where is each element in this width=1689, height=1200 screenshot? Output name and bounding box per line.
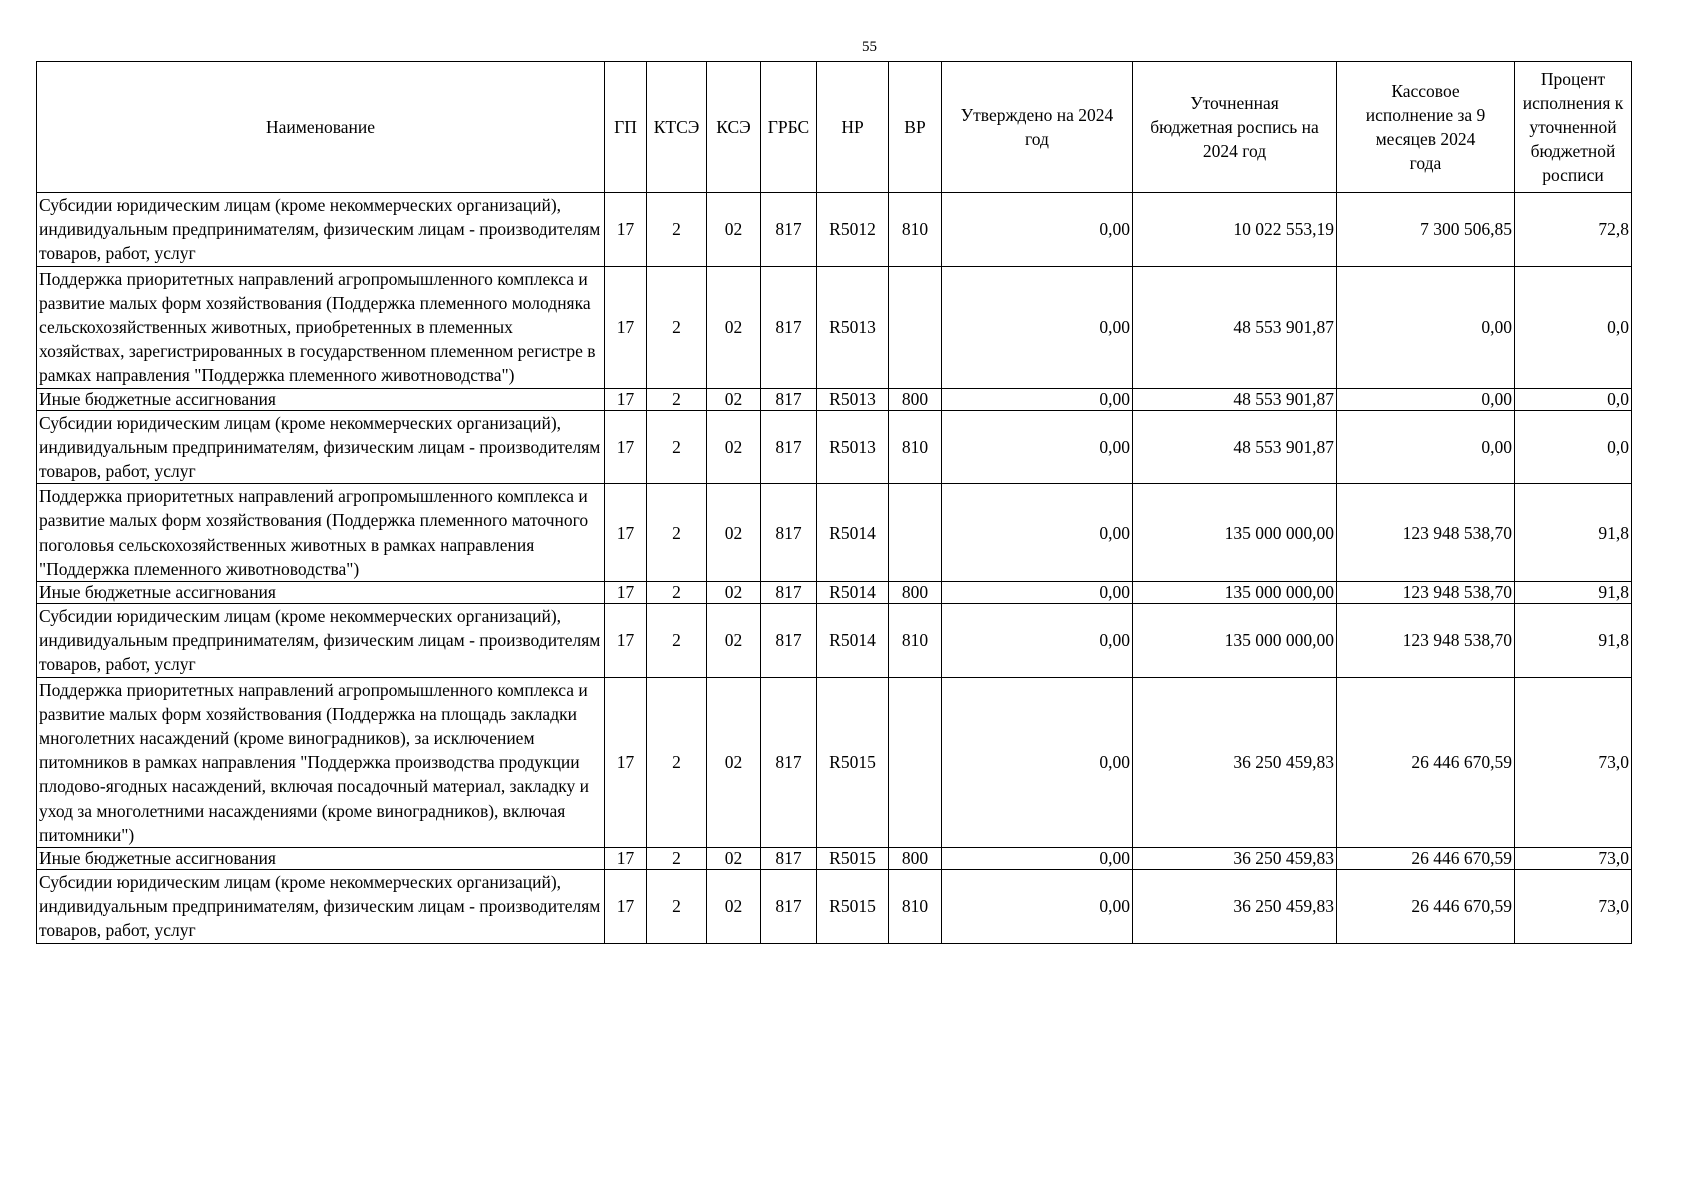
cell-refined: 135 000 000,00	[1133, 582, 1337, 604]
cell-percent: 91,8	[1515, 484, 1632, 582]
cell-percent: 72,8	[1515, 193, 1632, 267]
cell-ktse: 2	[647, 410, 707, 484]
cell-np: R5014	[817, 582, 889, 604]
cell-gp: 17	[605, 266, 647, 388]
cell-np: R5013	[817, 266, 889, 388]
cell-name: Поддержка приоритетных направлений агропромышленного комплекса и развитие малых форм хозяйствования (Поддержка племенного маточного поголовья сельскохозяйственных животных в рамках направления "Поддержка племенного животноводства")	[37, 484, 605, 582]
cell-vr: 810	[889, 410, 942, 484]
cell-refined: 36 250 459,83	[1133, 677, 1337, 847]
cell-cash: 123 948 538,70	[1337, 582, 1515, 604]
cell-vr: 800	[889, 848, 942, 870]
cell-refined: 135 000 000,00	[1133, 604, 1337, 678]
header-name: Наименование	[37, 62, 605, 193]
cell-refined: 135 000 000,00	[1133, 484, 1337, 582]
cell-name: Поддержка приоритетных направлений агропромышленного комплекса и развитие малых форм хозяйствования (Поддержка племенного молодняка сельскохозяйственных животных, приобретенных в племенных хозяйствах, зарегистрированных в государственном племенном регистре в рамках направления "Поддержка племенного животноводства")	[37, 266, 605, 388]
cell-grbs: 817	[761, 848, 817, 870]
cell-kse: 02	[707, 870, 761, 944]
cell-ktse: 2	[647, 484, 707, 582]
table-body	[37, 193, 1632, 944]
header-kse: КСЭ	[707, 62, 761, 193]
cell-cash: 0,00	[1337, 266, 1515, 388]
table-row	[37, 266, 1632, 388]
cell-ktse: 2	[647, 193, 707, 267]
cell-ktse: 2	[647, 388, 707, 410]
cell-ktse: 2	[647, 677, 707, 847]
cell-gp: 17	[605, 410, 647, 484]
cell-grbs: 817	[761, 677, 817, 847]
cell-vr	[889, 677, 942, 847]
header-refined: Уточненная бюджетная роспись на 2024 год	[1133, 62, 1337, 193]
cell-np: R5014	[817, 484, 889, 582]
header-percent: Процент исполнения к уточненной бюджетной росписи	[1515, 62, 1632, 193]
cell-ktse: 2	[647, 604, 707, 678]
cell-name: Иные бюджетные ассигнования	[37, 388, 605, 410]
cell-refined: 36 250 459,83	[1133, 848, 1337, 870]
cell-vr: 800	[889, 388, 942, 410]
cell-kse: 02	[707, 677, 761, 847]
cell-refined: 48 553 901,87	[1133, 410, 1337, 484]
cell-approved: 0,00	[942, 193, 1133, 267]
cell-percent: 0,0	[1515, 266, 1632, 388]
table-row	[37, 410, 1632, 484]
cell-approved: 0,00	[942, 582, 1133, 604]
cell-name: Субсидии юридическим лицам (кроме некоммерческих организаций), индивидуальным предпринимателям, физическим лицам - производителям товаров, работ, услуг	[37, 870, 605, 944]
cell-ktse: 2	[647, 582, 707, 604]
cell-name: Субсидии юридическим лицам (кроме некоммерческих организаций), индивидуальным предпринимателям, физическим лицам - производителям товаров, работ, услуг	[37, 193, 605, 267]
cell-grbs: 817	[761, 582, 817, 604]
cell-np: R5014	[817, 604, 889, 678]
cell-gp: 17	[605, 484, 647, 582]
cell-refined: 36 250 459,83	[1133, 870, 1337, 944]
cell-percent: 91,8	[1515, 582, 1632, 604]
cell-ktse: 2	[647, 848, 707, 870]
cell-approved: 0,00	[942, 604, 1133, 678]
cell-grbs: 817	[761, 266, 817, 388]
cell-gp: 17	[605, 870, 647, 944]
cell-approved: 0,00	[942, 388, 1133, 410]
cell-np: R5012	[817, 193, 889, 267]
table-row	[37, 484, 1632, 582]
cell-cash: 26 446 670,59	[1337, 870, 1515, 944]
cell-vr	[889, 484, 942, 582]
cell-gp: 17	[605, 582, 647, 604]
cell-name: Субсидии юридическим лицам (кроме некоммерческих организаций), индивидуальным предпринимателям, физическим лицам - производителям товаров, работ, услуг	[37, 604, 605, 678]
cell-np: R5015	[817, 848, 889, 870]
cell-approved: 0,00	[942, 410, 1133, 484]
cell-kse: 02	[707, 410, 761, 484]
cell-kse: 02	[707, 193, 761, 267]
cell-gp: 17	[605, 848, 647, 870]
cell-percent: 73,0	[1515, 848, 1632, 870]
cell-np: R5015	[817, 677, 889, 847]
cell-kse: 02	[707, 484, 761, 582]
table-row	[37, 848, 1632, 870]
page-number: 55	[862, 39, 877, 55]
table-row	[37, 677, 1632, 847]
cell-refined: 10 022 553,19	[1133, 193, 1337, 267]
cell-approved: 0,00	[942, 870, 1133, 944]
header-grbs: ГРБС	[761, 62, 817, 193]
cell-name: Субсидии юридическим лицам (кроме некоммерческих организаций), индивидуальным предпринимателям, физическим лицам - производителям товаров, работ, услуг	[37, 410, 605, 484]
cell-approved: 0,00	[942, 848, 1133, 870]
header-vr: ВР	[889, 62, 942, 193]
cell-np: R5015	[817, 870, 889, 944]
cell-gp: 17	[605, 193, 647, 267]
cell-kse: 02	[707, 582, 761, 604]
cell-refined: 48 553 901,87	[1133, 266, 1337, 388]
cell-grbs: 817	[761, 604, 817, 678]
table-row	[37, 604, 1632, 678]
cell-cash: 0,00	[1337, 410, 1515, 484]
header-gp: ГП	[605, 62, 647, 193]
table-row	[37, 870, 1632, 944]
cell-cash: 26 446 670,59	[1337, 848, 1515, 870]
cell-cash: 26 446 670,59	[1337, 677, 1515, 847]
cell-vr: 810	[889, 870, 942, 944]
header-approved: Утверждено на 2024 год	[942, 62, 1133, 193]
cell-grbs: 817	[761, 410, 817, 484]
table-row	[37, 388, 1632, 410]
cell-gp: 17	[605, 388, 647, 410]
cell-approved: 0,00	[942, 484, 1133, 582]
cell-percent: 91,8	[1515, 604, 1632, 678]
cell-kse: 02	[707, 848, 761, 870]
cell-kse: 02	[707, 266, 761, 388]
cell-gp: 17	[605, 677, 647, 847]
cell-grbs: 817	[761, 484, 817, 582]
cell-vr	[889, 266, 942, 388]
cell-vr: 810	[889, 604, 942, 678]
cell-np: R5013	[817, 388, 889, 410]
cell-grbs: 817	[761, 870, 817, 944]
cell-grbs: 817	[761, 193, 817, 267]
cell-percent: 73,0	[1515, 870, 1632, 944]
cell-approved: 0,00	[942, 266, 1133, 388]
cell-name: Иные бюджетные ассигнования	[37, 582, 605, 604]
cell-refined: 48 553 901,87	[1133, 388, 1337, 410]
cell-name: Иные бюджетные ассигнования	[37, 848, 605, 870]
cell-vr: 800	[889, 582, 942, 604]
cell-ktse: 2	[647, 870, 707, 944]
table-row	[37, 193, 1632, 267]
header-cash: Кассовое исполнение за 9 месяцев 2024 года	[1337, 62, 1515, 193]
cell-grbs: 817	[761, 388, 817, 410]
cell-percent: 0,0	[1515, 388, 1632, 410]
budget-execution-table	[36, 61, 1632, 944]
cell-cash: 123 948 538,70	[1337, 484, 1515, 582]
cell-kse: 02	[707, 604, 761, 678]
cell-cash: 7 300 506,85	[1337, 193, 1515, 267]
cell-ktse: 2	[647, 266, 707, 388]
cell-cash: 123 948 538,70	[1337, 604, 1515, 678]
table-row	[37, 582, 1632, 604]
cell-approved: 0,00	[942, 677, 1133, 847]
cell-vr: 810	[889, 193, 942, 267]
header-ktse: КТСЭ	[647, 62, 707, 193]
cell-percent: 0,0	[1515, 410, 1632, 484]
cell-cash: 0,00	[1337, 388, 1515, 410]
cell-percent: 73,0	[1515, 677, 1632, 847]
cell-kse: 02	[707, 388, 761, 410]
cell-name: Поддержка приоритетных направлений агропромышленного комплекса и развитие малых форм хозяйствования (Поддержка на площадь закладки многолетних насаждений (кроме виноградников), за исключением питомников в рамках направления "Поддержка производства продукции плодово-ягодных насаждений, включая посадочный материал, закладку и уход за многолетними насаждениями (кроме виноградников), включая питомники")	[37, 677, 605, 847]
cell-gp: 17	[605, 604, 647, 678]
table-header-row	[37, 62, 1632, 193]
cell-np: R5013	[817, 410, 889, 484]
header-np: НР	[817, 62, 889, 193]
